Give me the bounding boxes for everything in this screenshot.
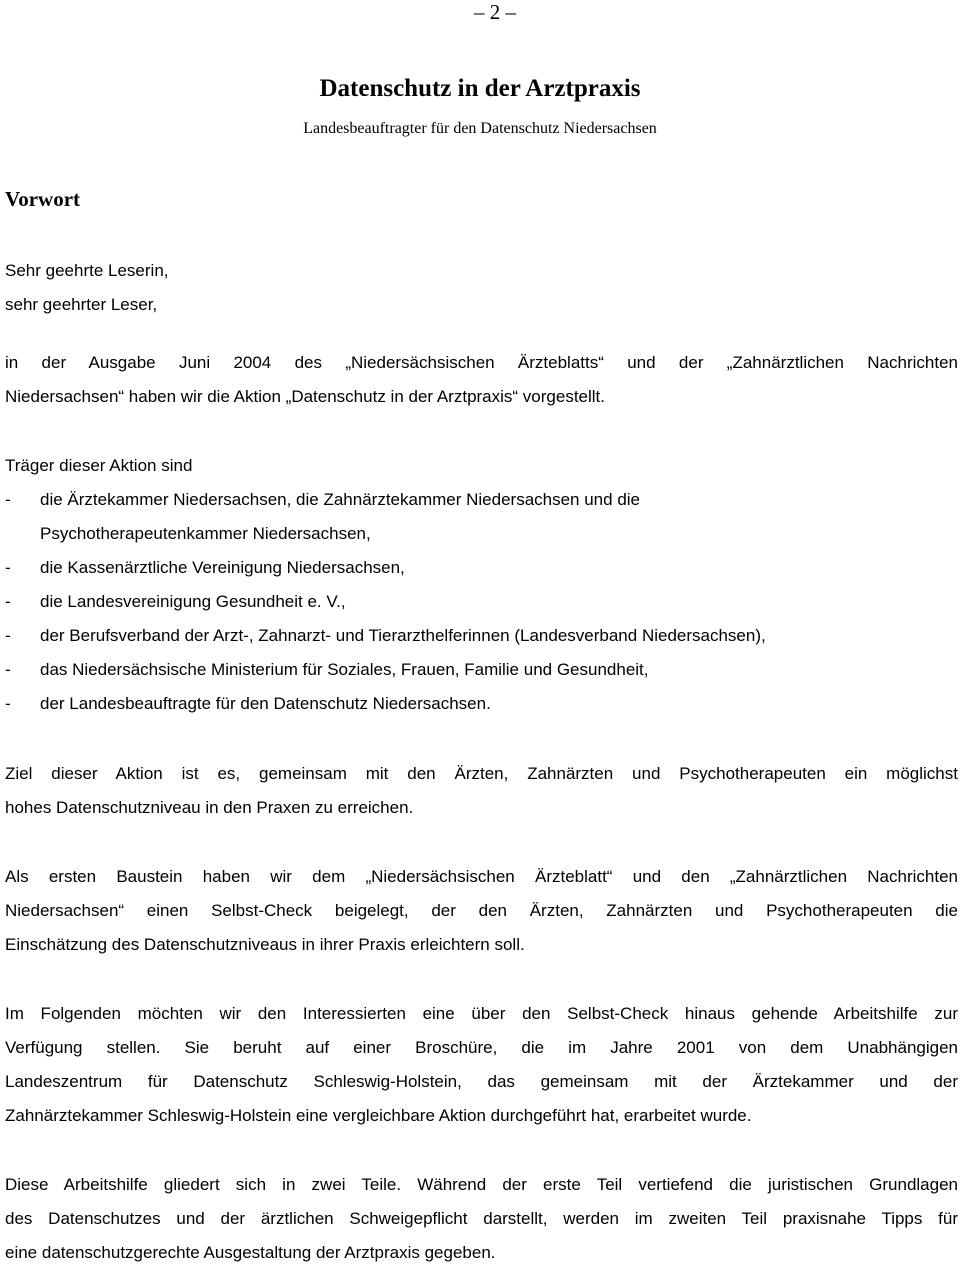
list-item: [5, 619, 958, 653]
paragraph-line: Landeszentrum für Datenschutz Schleswig-Holstein, das gemeinsam mit der Ärztekammer und der: [5, 1072, 958, 1091]
list-dash: -: [5, 592, 11, 611]
first-step-paragraph: [5, 860, 958, 962]
list-dash: -: [5, 626, 11, 645]
list-item: [5, 653, 958, 687]
document-subtitle: Landesbeauftragter für den Datenschutz Niedersachsen: [303, 120, 657, 137]
section-heading: Vorwort: [5, 187, 81, 211]
list-item-text: der Landesbeauftragte für den Datenschutz Niedersachsen.: [40, 694, 491, 713]
paragraph-line: Ziel dieser Aktion ist es, gemeinsam mit den Ärzten, Zahnärzten und Psychotherapeuten ein möglichst: [5, 764, 958, 783]
paragraph-line: Als ersten Baustein haben wir dem „Niedersächsischen Ärzteblatt“ und den „Zahnärztlichen Nachrichten: [5, 867, 958, 886]
paragraph-line: hohes Datenschutzniveau in den Praxen zu erreichen.: [5, 798, 414, 817]
paragraph-line: Einschätzung des Datenschutzniveaus in ihrer Praxis erleichtern soll.: [5, 935, 525, 954]
list-item-text: der Berufsverband der Arzt-, Zahnarzt- und Tierarzthelferinnen (Landesverband Niedersachsen),: [40, 626, 766, 645]
paragraph-line: Verfügung stellen. Sie beruht auf einer Broschüre, die im Jahre 2001 von dem Unabhängigen: [5, 1038, 958, 1057]
paragraph-line: Diese Arbeitshilfe gliedert sich in zwei Teile. Während der erste Teil vertiefend die juristischen Grundlagen: [5, 1175, 958, 1194]
list-item-text: die Kassenärztliche Vereinigung Niedersachsen,: [40, 558, 405, 577]
salutation-line: sehr geehrter Leser,: [5, 295, 158, 314]
list-dash: -: [5, 660, 11, 679]
page-number: – 2 –: [474, 0, 516, 24]
salutation: [5, 254, 958, 322]
intro-paragraph: [5, 346, 958, 414]
list-item: [5, 483, 958, 551]
list-dash: -: [5, 558, 11, 577]
sponsors-list: [5, 483, 958, 721]
paragraph-line: Niedersachsen“ einen Selbst-Check beigelegt, der den Ärzten, Zahnärzten und Psychotherapeuten die: [5, 901, 958, 920]
paragraph-line: Träger dieser Aktion sind: [5, 456, 193, 475]
list-item: [5, 585, 958, 619]
list-item-text: das Niedersächsische Ministerium für Soziales, Frauen, Familie und Gesundheit,: [40, 660, 649, 679]
list-item: [5, 687, 958, 721]
list-item: [5, 551, 958, 585]
paragraph-line: Im Folgenden möchten wir den Interessierten eine über den Selbst-Check hinaus gehende Arbeitshilfe zur: [5, 1004, 958, 1023]
following-paragraph: [5, 997, 958, 1133]
list-dash: -: [5, 694, 11, 713]
list-item-text: die Ärztekammer Niedersachsen, die Zahnärztekammer Niedersachsen und die Psychotherapeutenkammer Niedersachsen,: [40, 490, 641, 543]
list-item-text: die Landesvereinigung Gesundheit e. V.,: [40, 592, 346, 611]
goal-paragraph: [5, 757, 958, 825]
paragraph-line: des Datenschutzes und der ärztlichen Schweigepflicht darstellt, werden im zweiten Teil praxisnahe Tipps für: [5, 1209, 958, 1228]
salutation-line: Sehr geehrte Leserin,: [5, 261, 169, 280]
paragraph-line: Niedersachsen“ haben wir die Aktion „Datenschutz in der Arztpraxis“ vorgestellt.: [5, 387, 606, 406]
paragraph-line: eine datenschutzgerechte Ausgestaltung der Arztpraxis gegeben.: [5, 1243, 496, 1262]
document-title: Datenschutz in der Arztpraxis: [319, 75, 641, 102]
list-dash: -: [5, 490, 11, 509]
structure-paragraph: [5, 1168, 958, 1270]
paragraph-line: in der Ausgabe Juni 2004 des „Niedersächsischen Ärzteblatts“ und der „Zahnärztlichen Nachrichten: [5, 353, 958, 372]
paragraph-line: Zahnärztekammer Schleswig-Holstein eine vergleichbare Aktion durchgeführt hat, erarbeitet wurde.: [5, 1106, 752, 1125]
sponsors-intro: [5, 449, 958, 483]
